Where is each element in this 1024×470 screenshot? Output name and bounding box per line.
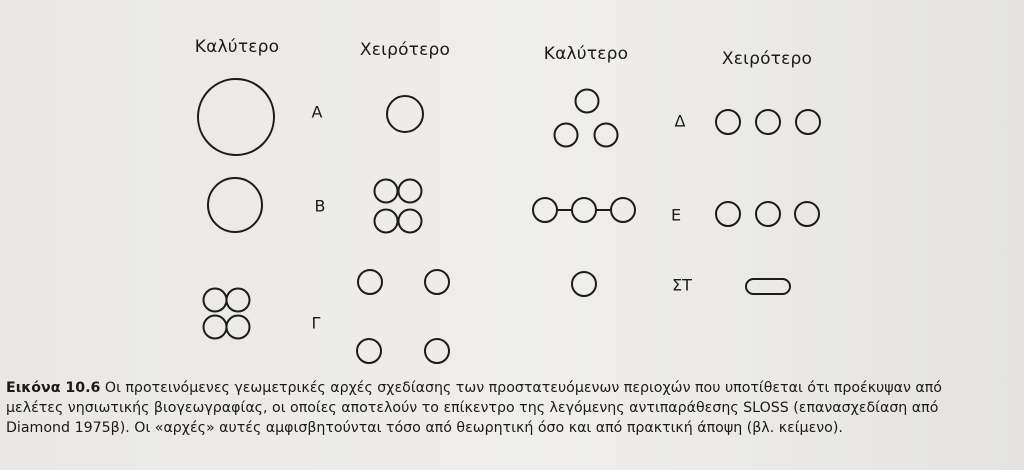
row-g-worse-reserve-2 [425, 270, 449, 294]
row-e-worse-reserve-1 [716, 202, 740, 226]
row-d-worse-reserve-2 [756, 110, 780, 134]
row-e-better-reserve-3 [611, 198, 635, 222]
row-a-worse-small-reserve [387, 96, 423, 132]
row-label-st: ΣΤ [672, 275, 692, 295]
heading-left-worse: Χειρότερο [359, 40, 451, 60]
row-st-worse-elongated-reserve [746, 279, 790, 294]
row-g-worse-reserve-1 [358, 270, 382, 294]
row-st-better-round-reserve [572, 272, 596, 296]
row-label-a: Α [311, 102, 323, 122]
row-label-b: Β [314, 196, 326, 216]
row-a-better-large-reserve [198, 79, 274, 155]
row-d-better-reserve-1 [576, 90, 599, 113]
row-e-worse-reserve-2 [756, 202, 780, 226]
row-g-worse-reserve-4 [425, 339, 449, 363]
row-e-worse-reserve-3 [795, 202, 819, 226]
row-b-worse-reserve-3 [375, 210, 398, 233]
caption-text-1: Οι προτεινόμενες γεωμετρικές αρχές σχεδίασης των προστατευόμενων περιοχών που υποτίθεται ότι προέκυψαν από [100, 380, 942, 396]
row-b-worse-reserve-1 [375, 180, 398, 203]
heading-right-worse: Χειρότερο [721, 49, 813, 69]
heading-right-better: Καλύτερο [543, 44, 629, 64]
row-d-worse-reserve-1 [716, 110, 740, 134]
row-label-d: Δ [674, 111, 686, 131]
row-g-better-reserve-1 [204, 289, 227, 312]
row-b-better-single-reserve [208, 178, 262, 232]
row-d-better-reserve-3 [595, 124, 618, 147]
row-g-better-reserve-3 [204, 316, 227, 339]
heading-left-better: Καλύτερο [194, 37, 280, 57]
row-label-e: Ε [670, 205, 682, 225]
figure-caption [6, 378, 1018, 438]
caption-line-2: μελέτες νησιωτικής βιογεωγραφίας, οι οποίες αποτελούν το επίκεντρο της λεγόμενης αντιπαράθεσης SLOSS (επανασχεδίαση από [6, 400, 939, 416]
caption-line-3: Diamond 1975β). Οι «αρχές» αυτές αμφισβητούνται τόσο από θεωρητική όσο και από πρακτική άποψη (βλ. κείμενο). [6, 420, 843, 436]
row-g-better-reserve-4 [227, 316, 250, 339]
row-g-better-reserve-2 [227, 289, 250, 312]
row-b-worse-reserve-2 [399, 180, 422, 203]
caption-label: Εικόνα 10.6 [6, 380, 101, 396]
row-b-worse-reserve-4 [399, 210, 422, 233]
row-e-better-reserve-1 [533, 198, 557, 222]
row-label-g: Γ [311, 313, 321, 333]
caption-line-1 [6, 378, 1018, 398]
row-d-better-reserve-2 [555, 124, 578, 147]
row-d-worse-reserve-3 [796, 110, 820, 134]
row-e-better-reserve-2 [572, 198, 596, 222]
row-g-worse-reserve-3 [357, 339, 381, 363]
